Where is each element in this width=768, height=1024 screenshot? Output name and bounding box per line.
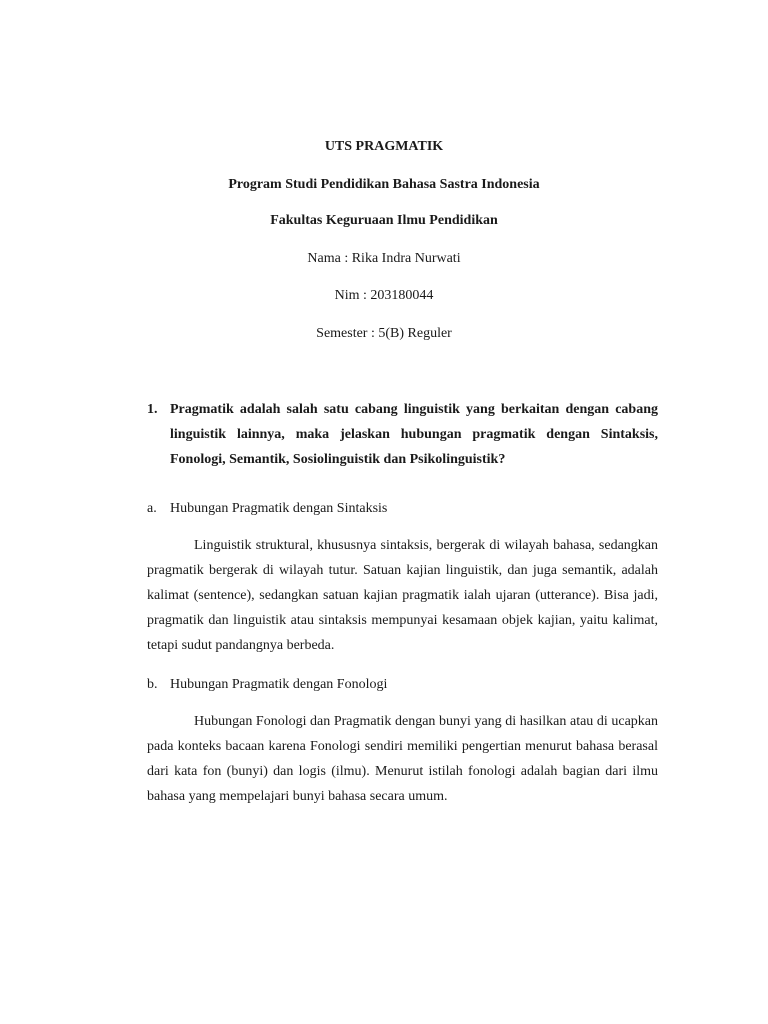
semester-info: Semester : 5(B) Reguler xyxy=(316,326,452,341)
section-a-title: Hubungan Pragmatik dengan Sintaksis xyxy=(170,501,388,516)
document-title: UTS PRAGMATIK xyxy=(324,139,444,154)
study-program: Program Studi Pendidikan Bahasa Sastra Indonesia xyxy=(228,177,540,192)
section-a-letter: a. xyxy=(147,501,157,516)
section-a-body: Linguistik struktural, khususnya sintaksis, bergerak di wilayah bahasa, sedangkan pragmatik bergerak di wilayah tutur. Satuan kajian linguistik, dan juga semantik, adalah kalimat (sentence), sedangkan satuan kajian pragmatik ialah ujaran (utterance). Bisa jadi, pragmatik dan linguistik atau sintaksis mempunyai kesamaan objek kajian, yaitu kalimat, tetapi sudut pandangnya berbeda. xyxy=(147,538,658,653)
section-b-heading xyxy=(147,676,387,694)
student-name: Nama : Rika Indra Nurwati xyxy=(307,251,461,266)
question-1 xyxy=(147,397,658,472)
student-nim: Nim : 203180044 xyxy=(334,288,434,303)
question-number: 1. xyxy=(147,402,158,417)
section-b-title: Hubungan Pragmatik dengan Fonologi xyxy=(170,677,388,692)
section-b-letter: b. xyxy=(147,677,158,692)
section-b-body: Hubungan Fonologi dan Pragmatik dengan bunyi yang di hasilkan atau di ucapkan pada konteks bacaan karena Fonologi sendiri memiliki pengertian menurut bahasa berasal dari kata fon (bunyi) dan logis (ilmu). Menurut istilah fonologi adalah bagian dari ilmu bahasa yang mempelajari bunyi bahasa secara umum. xyxy=(147,714,658,804)
section-a-heading xyxy=(147,500,387,518)
faculty-name: Fakultas Keguruaan Ilmu Pendidikan xyxy=(270,213,498,228)
question-text: Pragmatik adalah salah satu cabang linguistik yang berkaitan dengan cabang linguistik lainnya, maka jelaskan hubungan pragmatik dengan Sintaksis, Fonologi, Semantik, Sosiolinguistik dan Psikolinguistik? xyxy=(170,402,658,467)
